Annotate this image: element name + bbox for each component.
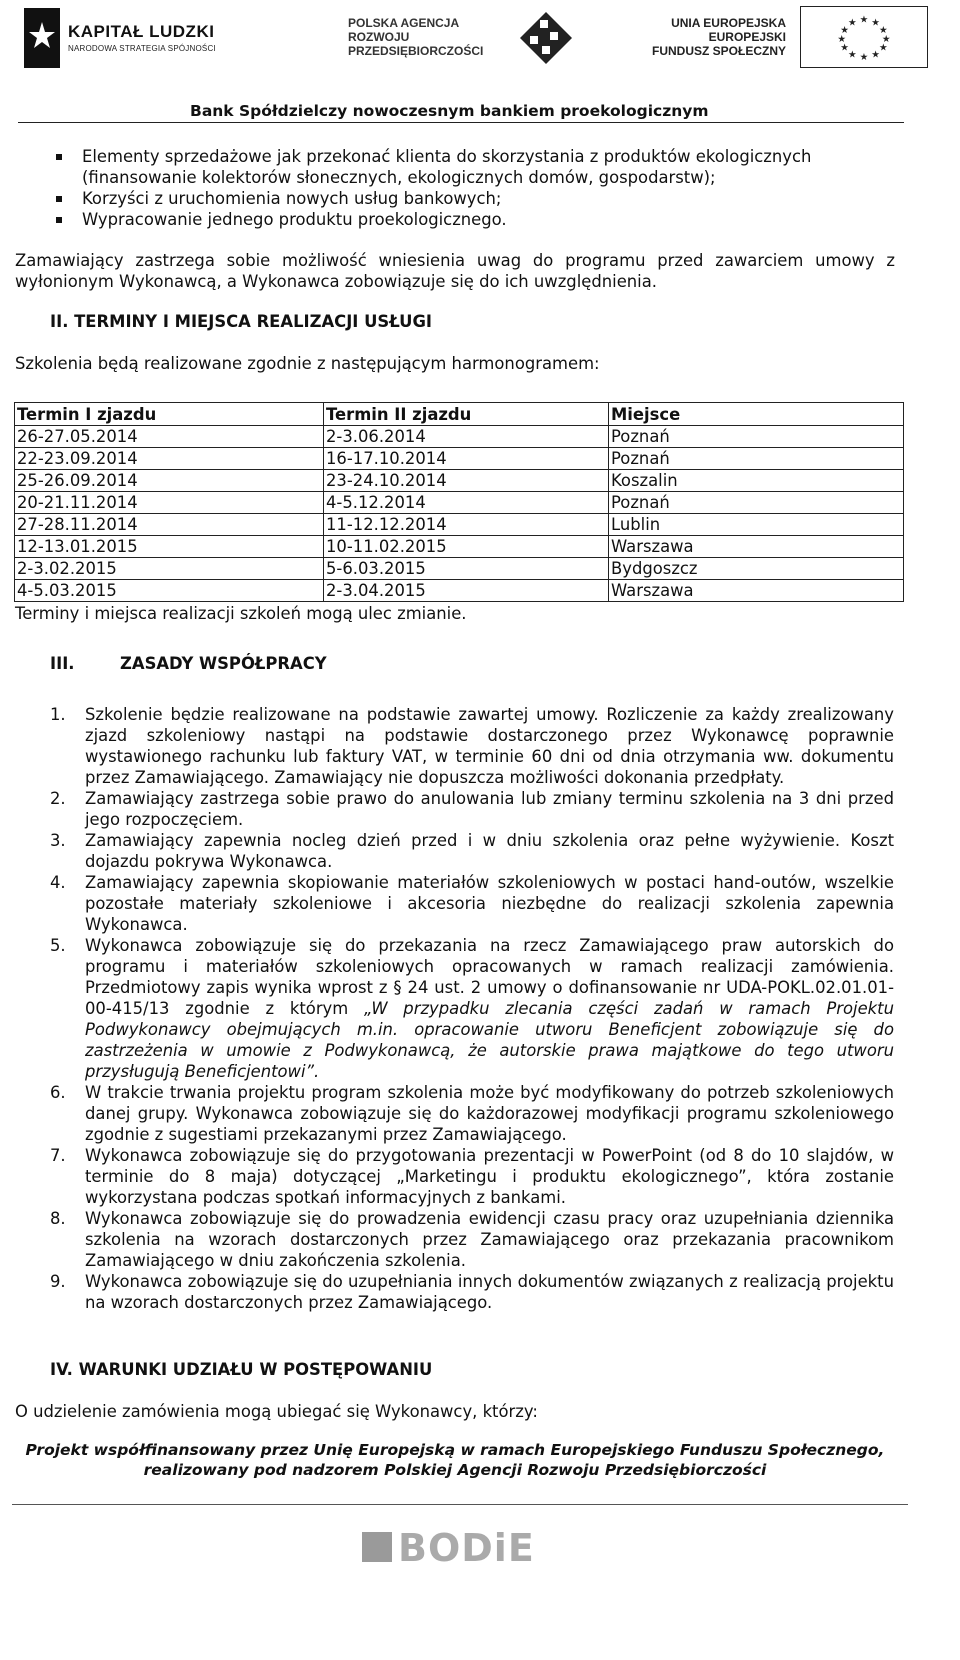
svg-text:★: ★ xyxy=(837,33,847,45)
table-cell: 11-12.12.2014 xyxy=(324,514,609,536)
bullet-text: Wypracowanie jednego produktu proekologicznego. xyxy=(82,210,507,229)
parp-line: POLSKA AGENCJA xyxy=(348,16,460,30)
eu-line: UNIA EUROPEJSKA xyxy=(671,16,786,30)
list-item xyxy=(18,1208,894,1271)
parp-logo xyxy=(348,4,598,72)
item-number: 8. xyxy=(50,1209,66,1228)
reservation-paragraph: Zamawiający zastrzega sobie możliwość wniesienia uwag do programu przed zawarciem umowy z wyłonionym Wykonawcą, a Wykonawca zobowiązuje się do ich uwzględnienia. xyxy=(15,251,895,291)
item-number: 5. xyxy=(50,936,66,955)
item-text: Szkolenie będzie realizowane na podstawie zawartej umowy. Rozliczenie za każdy zrealizowany zjazd szkoleniowy nastąpi na podstawie dostarczonego przez Wykonawcę poprawnie wystawionego rachunku lub faktury VAT, w terminie 60 dni od dnia otrzymania ww. dokumentu przez Zamawiającego. Zamawiający nie dopuszcza możliwości dokonania przedpłaty. xyxy=(85,705,894,787)
item-text: Wykonawca zobowiązuje się do prowadzenia ewidencji czasu pracy oraz uzupełniania dziennika szkolenia na wzorach dostarczonych przez Zamawiającego oraz przekazania pracownikom Zamawiającego w dniu zakończenia szkolenia. xyxy=(85,1209,894,1270)
bullet-item xyxy=(18,146,902,188)
table-cell: 26-27.05.2014 xyxy=(15,426,324,448)
list-item xyxy=(18,788,894,830)
bullet-item xyxy=(18,188,902,209)
project-title: Bank Spółdzielczy nowoczesnym bankiem proekologicznym xyxy=(190,102,709,120)
item-number: 9. xyxy=(50,1272,66,1291)
bodie-watermark xyxy=(362,1528,562,1568)
bullet-text: Korzyści z uruchomienia nowych usług bankowych; xyxy=(82,189,502,208)
table-cell: Warszawa xyxy=(609,536,904,558)
table-cell: 20-21.11.2014 xyxy=(15,492,324,514)
parp-line: PRZEDSIĘBIORCZOŚCI xyxy=(348,44,484,58)
eu-logo xyxy=(646,4,928,72)
column-header: Miejsce xyxy=(609,403,904,426)
table-row xyxy=(15,536,904,558)
svg-text:★: ★ xyxy=(871,17,880,29)
section-2-heading: II. TERMINY I MIEJSCA REALIZACJI USŁUGI xyxy=(50,312,433,331)
table-cell: Poznań xyxy=(609,426,904,448)
svg-text:★: ★ xyxy=(848,49,857,61)
footer-line: Projekt współfinansowany przez Unię Europejską w ramach Europejskiego Funduszu Społecznego, xyxy=(25,1441,885,1459)
table-row xyxy=(15,558,904,580)
section-3-number: III. xyxy=(50,654,75,673)
eu-line: FUNDUSZ SPOŁECZNY xyxy=(651,44,786,58)
svg-text:★: ★ xyxy=(840,42,849,54)
bullet-square-icon xyxy=(56,217,62,223)
table-cell: 16-17.10.2014 xyxy=(324,448,609,470)
table-row xyxy=(15,492,904,514)
kl-subtitle: NARODOWA STRATEGIA SPÓJNOŚCI xyxy=(68,44,216,53)
item-text: W trakcie trwania projektu program szkolenia może być modyfikowany do potrzeb szkoleniowych danej grupy. Wykonawca zobowiązuje się do każdorazowej modyfikacji programu szkoleniowego zgodnie z sugestiami przekazanymi przez Zamawiającego. xyxy=(85,1083,894,1144)
footer-divider xyxy=(12,1504,908,1505)
cooperation-rules-list xyxy=(18,704,894,1313)
bullet-list xyxy=(18,146,902,230)
svg-text:★: ★ xyxy=(879,42,888,54)
item-text: Zamawiający zapewnia skopiowanie materiałów szkoleniowych w postaci hand-outów, wszelkie pozostałe materiały szkoleniowe i akcesoria niezbędne do realizacji szkolenia zapewnia Wykonawca. xyxy=(85,873,894,934)
kapital-ludzki-logo xyxy=(18,4,228,72)
item-text: Wykonawca zobowiązuje się do uzupełniania innych dokumentów związanych z realizacją projektu na wzorach dostarczonych przez Zamawiającego. xyxy=(85,1272,894,1312)
table-cell: 4-5.12.2014 xyxy=(324,492,609,514)
table-cell: 22-23.09.2014 xyxy=(15,448,324,470)
schedule-table xyxy=(14,402,904,602)
table-cell: Lublin xyxy=(609,514,904,536)
parp-cube-icon xyxy=(518,10,574,66)
list-item xyxy=(18,1145,894,1208)
table-row xyxy=(15,426,904,448)
schedule-note: Terminy i miejsca realizacji szkoleń mogą ulec zmianie. xyxy=(15,604,467,623)
item-text: Zamawiający zapewnia nocleg dzień przed i w dniu szkolenia oraz pełne wyżywienie. Koszt dojazdu pokrywa Wykonawca. xyxy=(85,831,894,871)
list-item xyxy=(18,1082,894,1145)
svg-text:★: ★ xyxy=(879,25,888,37)
table-cell: 4-5.03.2015 xyxy=(15,580,324,602)
bullet-text: Elementy sprzedażowe jak przekonać klienta do skorzystania z produktów ekologicznych (finansowanie kolektorów słonecznych, ekologicznych domów, gospodarstw); xyxy=(82,147,812,187)
section-3-heading: ZASADY WSPÓŁPRACY xyxy=(120,654,327,673)
list-item xyxy=(18,704,894,788)
table-cell: Warszawa xyxy=(609,580,904,602)
table-cell: Poznań xyxy=(609,492,904,514)
svg-text:★: ★ xyxy=(848,17,857,29)
eu-flag-icon xyxy=(800,6,928,68)
table-row xyxy=(15,448,904,470)
section-4-text: O udzielenie zamówienia mogą ubiegać się Wykonawcy, którzy: xyxy=(15,1402,538,1421)
page-footer xyxy=(0,1440,910,1480)
list-item xyxy=(18,1271,894,1313)
table-cell: 2-3.06.2014 xyxy=(324,426,609,448)
table-cell: 2-3.02.2015 xyxy=(15,558,324,580)
item-quote: „W przypadku zlecania części zadań w ramach Projektu Podwykonawcy obejmujących m.in. opracowanie utworu Beneficjent zobowiązuje się do zastrzeżenia w umowie z Podwykonawcą, że autorskie prawa majątkowe do tego utworu przysługują Beneficjentowi”. xyxy=(85,999,894,1081)
list-item xyxy=(18,935,894,1082)
kapital-ludzki-star-icon xyxy=(24,8,60,68)
table-cell: 27-28.11.2014 xyxy=(15,514,324,536)
svg-text:★: ★ xyxy=(871,49,880,61)
table-cell: 2-3.04.2015 xyxy=(324,580,609,602)
eu-line: EUROPEJSKI xyxy=(708,30,786,44)
table-row xyxy=(15,580,904,602)
schedule-intro: Szkolenia będą realizowane zgodnie z następującym harmonogramem: xyxy=(15,354,600,373)
table-cell: 12-13.01.2015 xyxy=(15,536,324,558)
column-header: Termin I zjazdu xyxy=(15,403,324,426)
table-header-row xyxy=(15,403,904,426)
column-header: Termin II zjazdu xyxy=(324,403,609,426)
header-logos xyxy=(18,4,928,72)
svg-text:★: ★ xyxy=(859,14,869,26)
item-number: 6. xyxy=(50,1083,66,1102)
table-cell: 23-24.10.2014 xyxy=(324,470,609,492)
bullet-square-icon xyxy=(56,196,62,202)
list-item xyxy=(18,872,894,935)
bullet-item xyxy=(18,209,902,230)
bodie-wordmark: BODiE xyxy=(398,1526,535,1570)
table-cell: Bydgoszcz xyxy=(609,558,904,580)
item-text: Wykonawca zobowiązuje się do przygotowania prezentacji w PowerPoint (od 8 do 10 slajdów, w terminie do 8 maja) dotyczącej „Marketingu i produktu ekologicznego”, która zostanie wykorzystana podczas spotkań informacyjnych z bankami. xyxy=(85,1146,894,1207)
section-4-heading: IV. WARUNKI UDZIAŁU W POSTĘPOWANIU xyxy=(50,1360,433,1379)
table-cell: 10-11.02.2015 xyxy=(324,536,609,558)
bodie-logo-icon xyxy=(362,1532,392,1562)
table-cell: Koszalin xyxy=(609,470,904,492)
item-text: Wykonawca zobowiązuje się do przekazania na rzecz Zamawiającego praw autorskich do programu i materiałów szkoleniowych opracowanych w ramach realizacji zamówienia. Przedmiotowy zapis wynika wprost z § 24 ust. 2 umowy o dofinansowanie nr UDA-POKL.02.01.01-00-415/13 zgodnie z którym xyxy=(85,936,894,1018)
parp-line: ROZWOJU xyxy=(348,30,410,44)
item-number: 3. xyxy=(50,831,66,850)
table-cell: 5-6.03.2015 xyxy=(324,558,609,580)
list-item xyxy=(18,830,894,872)
header-divider xyxy=(18,122,904,123)
kl-name: KAPITAŁ LUDZKI xyxy=(68,22,215,41)
table-row xyxy=(15,470,904,492)
table-row xyxy=(15,514,904,536)
eu-text xyxy=(646,16,786,58)
bullet-square-icon xyxy=(56,154,62,160)
item-number: 7. xyxy=(50,1146,66,1165)
item-number: 4. xyxy=(50,873,66,892)
svg-text:★: ★ xyxy=(881,33,891,45)
table-cell: Poznań xyxy=(609,448,904,470)
item-number: 2. xyxy=(50,789,66,808)
footer-line: realizowany pod nadzorem Polskiej Agencji Rozwoju Przedsiębiorczości xyxy=(143,1461,767,1479)
parp-text xyxy=(348,16,483,58)
svg-text:★: ★ xyxy=(859,52,869,64)
item-text: Zamawiający zastrzega sobie prawo do anulowania lub zmiany terminu szkolenia na 3 dni przed jego rozpoczęciem. xyxy=(85,789,894,829)
item-number: 1. xyxy=(50,705,66,724)
table-cell: 25-26.09.2014 xyxy=(15,470,324,492)
svg-text:★: ★ xyxy=(840,25,849,37)
